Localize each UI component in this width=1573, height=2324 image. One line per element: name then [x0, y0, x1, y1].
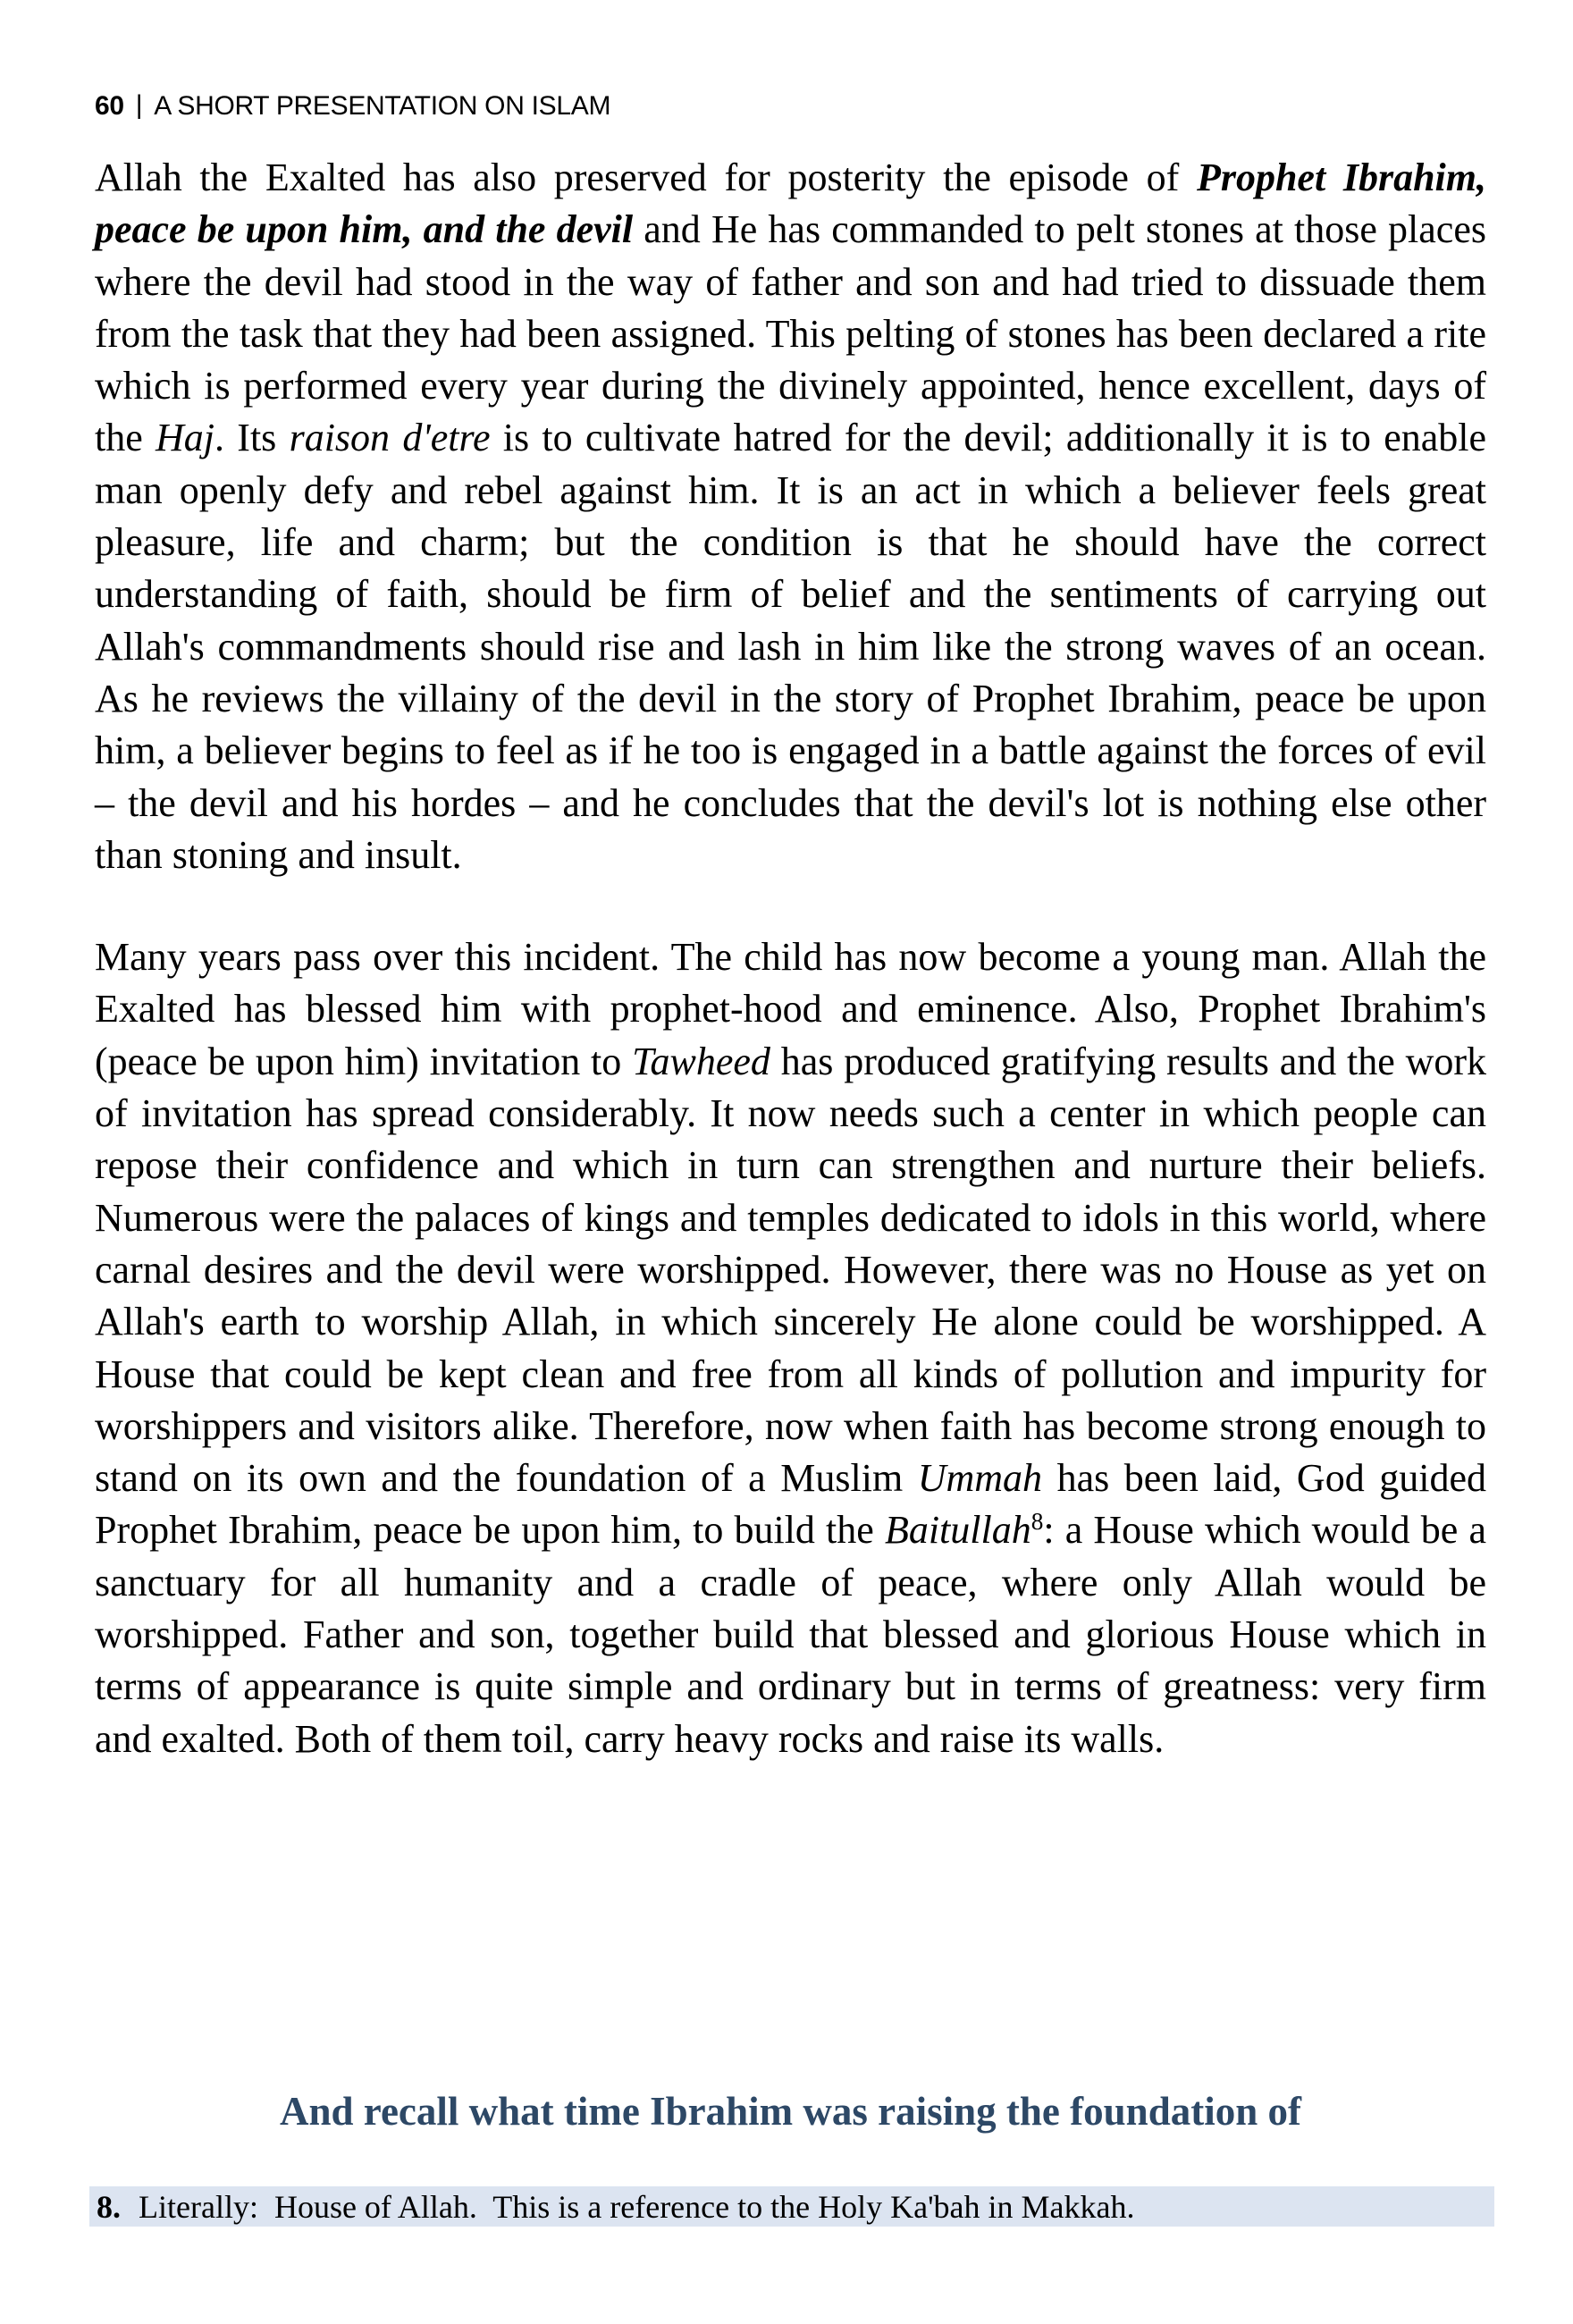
quote-heading: And recall what time Ibrahim was raising the foundation of [280, 2089, 1301, 2134]
body-paragraph: Allah the Exalted has also preserved for posterity the episode of Prophet Ibrahim, peace be upon him, and the devil and He has commanded to pelt stones at those places where the devil had stood in the way of father and son and had tried to dissuade them from the task that they had been assigned. This pelting of stones has been declared a rite which is performed every year during the divinely appointed, hence excellent, days of the Haj. Its raison d'etre is to cultivate hatred for the devil; additionally it is to enable man openly defy and rebel against him. It is an act in which a believer feels great pleasure, life and charm; but the condition is that he should have the correct understanding of faith, should be firm of belief and the sentiments of carrying out Allah's commandments should rise and lash in him like the strong waves of an ocean. As he reviews the villainy of the devil in the story of Prophet Ibrahim, peace be upon him, a believer begins to feel as if he too is engaged in a battle against the forces of evil – the devil and his hordes – and he concludes that the devil's lot is nothing else other than stoning and insult. [95, 156, 1487, 877]
page-header [95, 91, 610, 122]
book-title: A SHORT PRESENTATION ON ISLAM [154, 91, 611, 121]
footnote-bar [89, 2186, 1494, 2227]
page-number: 60 [95, 91, 124, 121]
footnote-text: Literally: House of Allah. This is a reference to the Holy Ka'bah in Makkah. [139, 2188, 1135, 2225]
page-body [95, 152, 1486, 1815]
footnote-reference: 8 [1030, 1508, 1044, 1536]
footnote-marker: 8. [97, 2188, 121, 2225]
body-paragraph: Many years pass over this incident. The child has now become a young man. Allah the Exalted has blessed him with prophet-hood and eminence. Also, Prophet Ibrahim's (peace be upon him) invitation to Tawheed has produced gratifying results and the work of invitation has spread considerably. It now needs such a center in which people can repose their confidence and which in turn can strengthen and nurture their beliefs. Numerous were the palaces of kings and temples dedicated to idols in this world, where carnal desires and the devil were worshipped. However, there was no House as yet on Allah's earth to worship Allah, in which sincerely He alone could be worshipped. A House that could be kept clean and free from all kinds of pollution and impurity for worshippers and visitors alike. Therefore, now when faith has become strong enough to stand on its own and the foundation of a Muslim Ummah has been laid, God guided Prophet Ibrahim, peace be upon him, to build the Baitullah$^8$: a House which would be a sanctuary for all humanity and a cradle of peace, where only Allah would be worshipped. Father and son, together build that blessed and glorious House which in terms of appearance is quite simple and ordinary but in terms of greatness: very firm and exalted. Both of them toil, carry heavy rocks and raise its walls. [95, 935, 1486, 1761]
header-divider: | [135, 90, 143, 120]
